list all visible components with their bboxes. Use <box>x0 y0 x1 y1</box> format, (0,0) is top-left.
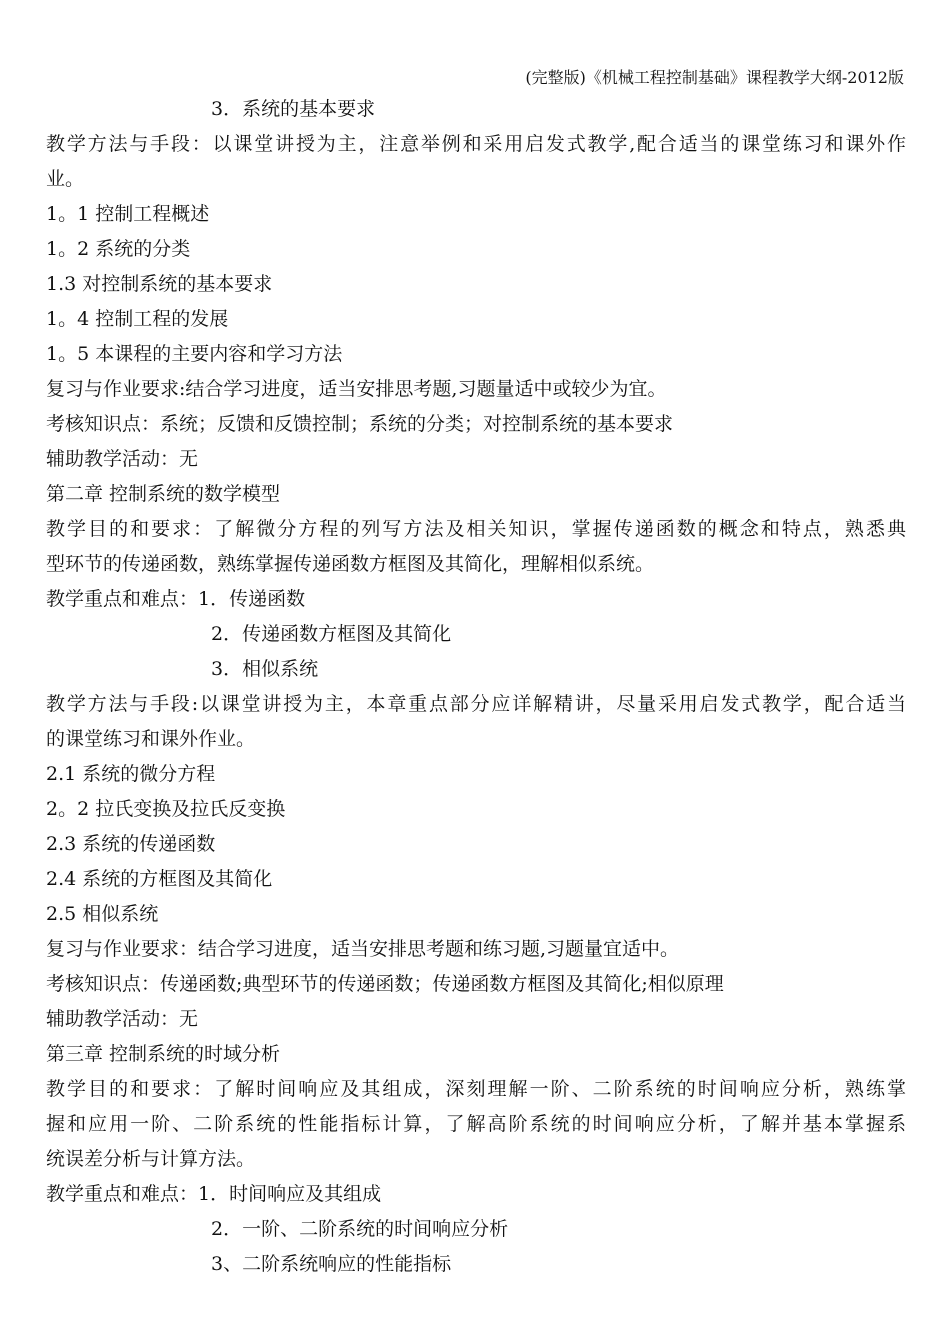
chapter-heading: 第三章 控制系统的时域分析 <box>46 1043 281 1065</box>
text-line: 握和应用一阶、二阶系统的性能指标计算，了解高阶系统的时间响应分析，了解并基本掌握系 <box>46 1113 906 1135</box>
chapter-heading: 第二章 控制系统的数学模型 <box>46 483 281 505</box>
text-line: 复习与作业要求:结合学习进度，适当安排思考题,习题量适中或较少为宜。 <box>46 378 667 400</box>
text-line: 教学方法与手段:以课堂讲授为主，本章重点部分应详解精讲，尽量采用启发式教学，配合适当 <box>46 693 906 715</box>
section-heading: 2.1 系统的微分方程 <box>46 763 216 785</box>
text-line: 统误差分析与计算方法。 <box>46 1148 256 1170</box>
text-line: 辅助教学活动：无 <box>46 1008 199 1030</box>
text-line: 教学重点和难点：1．时间响应及其组成 <box>46 1183 382 1205</box>
section-heading: 2.3 系统的传递函数 <box>46 833 216 855</box>
body-text <box>46 92 906 1282</box>
text-line: 复习与作业要求：结合学习进度，适当安排思考题和练习题,习题量宜适中。 <box>46 938 680 960</box>
section-heading: 1.3 对控制系统的基本要求 <box>46 273 273 295</box>
section-heading: 2。2 拉氏变换及拉氏反变换 <box>46 798 286 820</box>
text-line: 3．系统的基本要求 <box>211 98 376 120</box>
text-line: 考核知识点：系统；反馈和反馈控制；系统的分类；对控制系统的基本要求 <box>46 413 674 435</box>
text-line: 教学目的和要求：了解时间响应及其组成，深刻理解一阶、二阶系统的时间响应分析，熟练掌 <box>46 1078 906 1100</box>
section-heading: 2.4 系统的方框图及其简化 <box>46 868 273 890</box>
text-line: 教学目的和要求：了解微分方程的列写方法及相关知识，掌握传递函数的概念和特点，熟悉典 <box>46 518 906 540</box>
text-line: 型环节的传递函数，熟练掌握传递函数方框图及其简化，理解相似系统。 <box>46 553 655 575</box>
text-line: 辅助教学活动：无 <box>46 448 199 470</box>
text-line: 3、二阶系统响应的性能指标 <box>211 1253 452 1275</box>
text-line: 2．一阶、二阶系统的时间响应分析 <box>211 1218 509 1240</box>
text-line: 考核知识点：传递函数;典型环节的传递函数；传递函数方框图及其简化;相似原理 <box>46 973 724 995</box>
section-heading: 1。2 系统的分类 <box>46 238 191 260</box>
section-heading: 2.5 相似系统 <box>46 903 159 925</box>
text-line: 2．传递函数方框图及其简化 <box>211 623 452 645</box>
text-line: 业。 <box>46 168 85 190</box>
section-heading: 1。4 控制工程的发展 <box>46 308 229 330</box>
text-line: 教学方法与手段：以课堂讲授为主，注意举例和采用启发式教学,配合适当的课堂练习和课外作 <box>46 133 906 155</box>
section-heading: 1。5 本课程的主要内容和学习方法 <box>46 343 343 365</box>
text-line: 3．相似系统 <box>211 658 319 680</box>
section-heading: 1。1 控制工程概述 <box>46 203 210 225</box>
text-line: 的课堂练习和课外作业。 <box>46 728 256 750</box>
page-header: (完整版)《机械工程控制基础》课程教学大纲-2012版 <box>525 68 904 87</box>
text-line: 教学重点和难点：1．传递函数 <box>46 588 306 610</box>
